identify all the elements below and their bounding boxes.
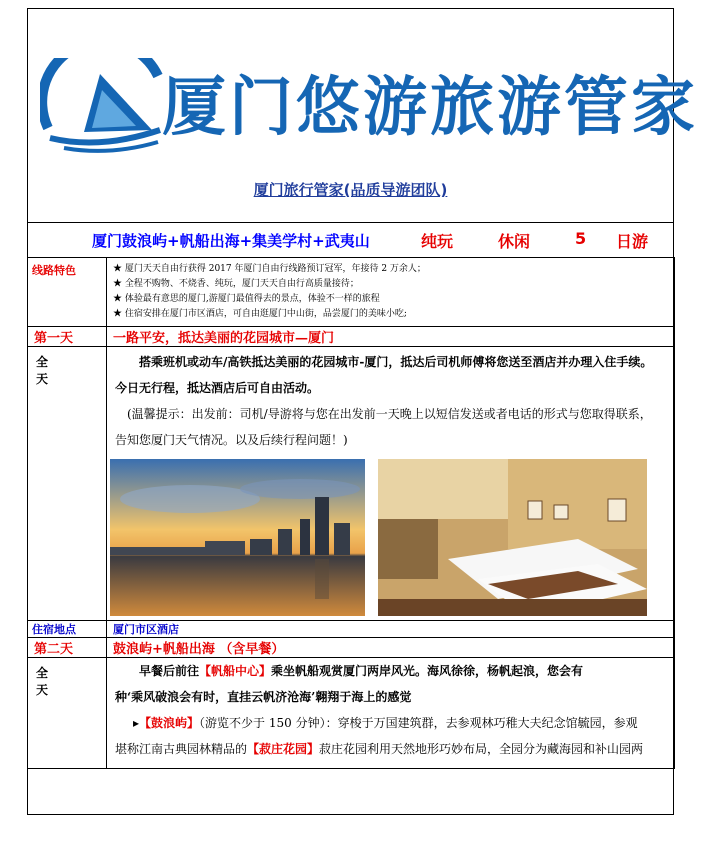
day2-para-1: 早餐后前往【帆船中心】乘坐帆船观赏厦门两岸风光。海风徐徐，杨帆起浪，您会有 [139,664,584,678]
tag-days-number: 5 [575,229,587,248]
day1-para-3: (温馨提示：出发前：司机/导游将与您在出发前一天晚上以短信发送或者电话的形式与您取得联系， [127,407,652,421]
day2-para-3: ▸【鼓浪屿】（游览不少于 150 分钟）：穿梭于万国建筑群，去参观林巧稚大夫纪念馆毓园，参观 [133,716,638,730]
day2-allday-label: 全 天 [28,658,107,769]
day2-para-2: 种‘乘风破浪会有时，直挂云帆济沧海’翱翔于海上的感觉 [115,690,412,704]
hotel-room-photo [378,459,647,616]
day1-allday-label: 全 天 [28,347,107,621]
divider [27,222,674,223]
feature-item: ★ 厦门天天自由行获得 2017 年厦门自由行线路预订冠军，年接待 2 万余人； [113,264,426,274]
day1-para-4: 告知您厦门天气情况。以及后续行程问题！) [115,433,348,447]
features-list [107,258,675,327]
shuzhuang-garden-highlight: 【菽庄花园】 [247,742,320,756]
subtitle: 厦门旅行管家(品质导游团队) [253,181,448,199]
sail-center-highlight: 【帆船中心】 [199,664,272,678]
day1-label: 第一天 [28,327,107,347]
feature-item: ★ 住宿安排在厦门市区酒店，可自由逛厦门中山街，品尝厦门的美味小吃; [113,309,407,319]
day1-header-row [28,327,675,347]
gulangyu-highlight: 【鼓浪屿】 [139,716,200,730]
day1-stay-row [28,621,675,638]
feature-item: ★ 全程不购物、不烧香、纯玩，厦门天天自由行高质量接待； [113,279,359,289]
day2-body-row [28,658,675,769]
day2-title: 鼓浪屿+帆船出海 （含早餐） [107,638,675,658]
day1-photos [107,453,674,620]
stay-label: 住宿地点 [28,621,107,638]
day1-body-row [28,347,675,621]
day2-para-4: 堪称江南古典园林精品的【菽庄花园】菽庄花园利用天然地形巧妙布局，全园分为藏海园和补山园两 [115,742,644,756]
features-label: 线路特色 [28,258,107,327]
tag-leisure: 休闲 [498,232,531,251]
day2-header-row [28,638,675,658]
day1-para-1: 搭乘班机或动车/高铁抵达美丽的花园城市-厦门，抵达后司机师傅将您送至酒店并办理入住手续。 [139,355,653,369]
xiamen-skyline-photo [110,459,365,616]
feature-item: ★ 体验最有意思的厦门,游厦门最值得去的景点，体验不一样的旅程 [113,294,380,304]
route-title: 厦门鼓浪屿+帆船出海+集美学村+武夷山 [92,232,370,250]
tag-pure: 纯玩 [421,232,454,251]
tag-day-trip: 日游 [616,232,649,251]
day1-title: 一路平安，抵达美丽的花园城市—厦门 [107,327,675,347]
features-row [28,258,675,327]
itinerary-table [27,257,675,769]
stay-value: 厦门市区酒店 [107,621,675,638]
logo-text: 厦门悠游旅游管家 [162,71,698,145]
day1-para-2: 今日无行程，抵达酒店后可自由活动。 [115,381,320,395]
day2-label: 第二天 [28,638,107,658]
